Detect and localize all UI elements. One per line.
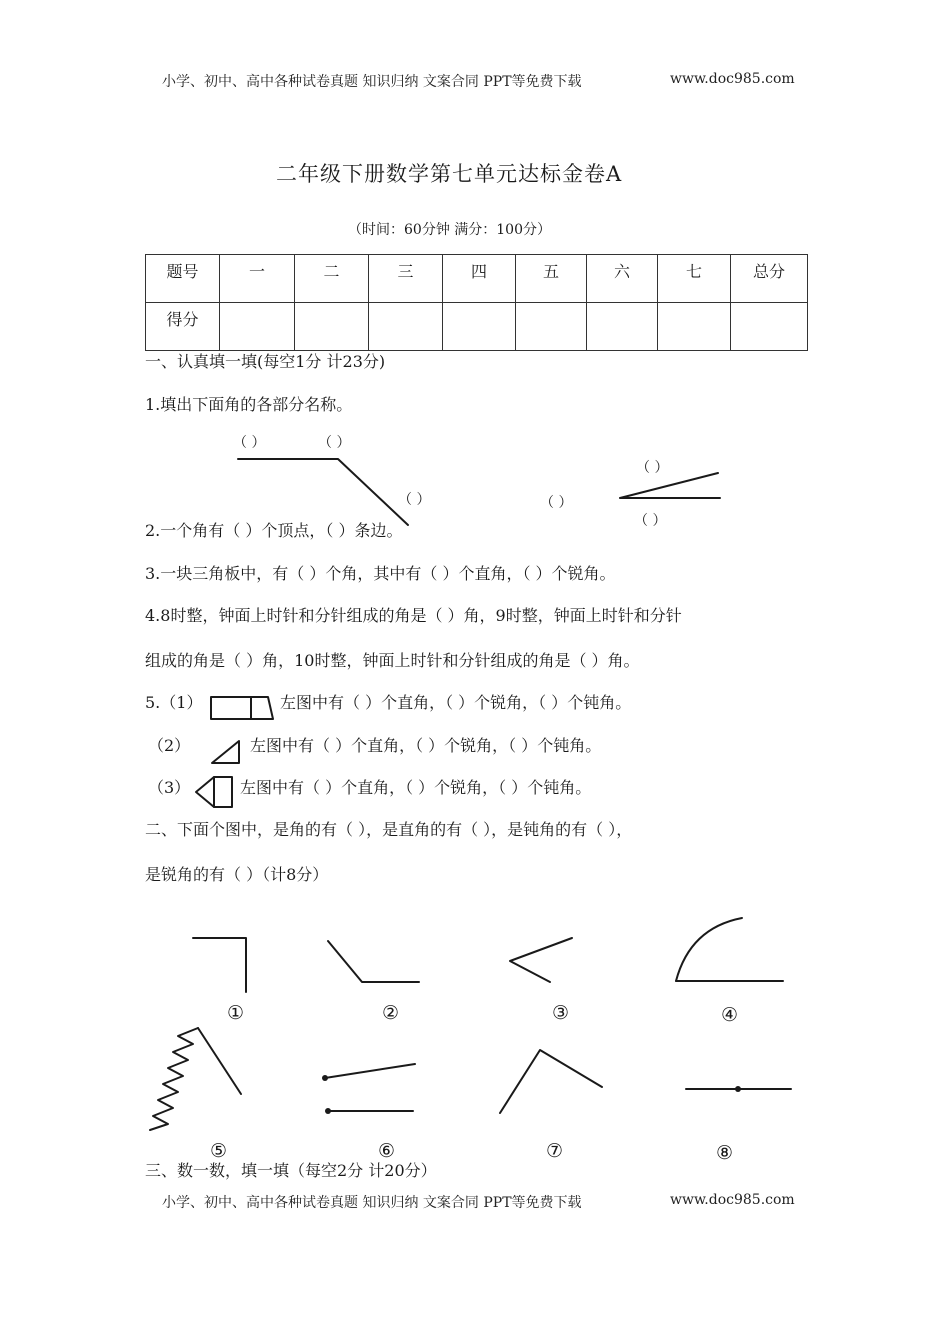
- figure-label-8: ⑧: [716, 1142, 734, 1164]
- score-row-label: 得分: [146, 303, 220, 351]
- figure-8-midpoint-dot: [735, 1086, 741, 1092]
- figure-6-dot-lower: [325, 1108, 331, 1114]
- score-header-cell: 三: [369, 255, 443, 303]
- question-5-2-label: （2）: [148, 736, 191, 755]
- q1-blank-left-vertex[interactable]: （ ）: [318, 435, 351, 451]
- q5-3-shape: [196, 777, 232, 807]
- figure-label-1: ①: [227, 1002, 245, 1024]
- section1-heading: 一、认真填一填(每空1分 计23分): [145, 352, 386, 371]
- score-header-cell: 题号: [146, 255, 220, 303]
- q1-angle-right: [620, 473, 720, 498]
- figure-2-obtuse-angle: [328, 941, 419, 982]
- q1-blank-left-line[interactable]: （ ）: [233, 435, 266, 451]
- figure-4-arc-angle: [676, 918, 783, 981]
- question-5-3-text: 左图中有（ ）个直角，（ ）个锐角，（ ）个钝角。: [240, 778, 592, 797]
- q5-2-shape: [212, 741, 239, 763]
- question-5-3-label: （3）: [148, 778, 191, 797]
- footer-site[interactable]: www.doc985.com: [670, 1192, 795, 1208]
- header-text: 小学、初中、高中各种试卷真题 知识归纳 文案合同 PPT等免费下载: [162, 74, 582, 90]
- figure-label-2: ②: [382, 1002, 400, 1024]
- q1-blank-left-lower[interactable]: （ ）: [398, 492, 431, 508]
- figure-label-7: ⑦: [546, 1140, 564, 1162]
- figure-7-angle: [500, 1050, 602, 1113]
- score-header-cell: 总分: [731, 255, 808, 303]
- figure-label-3: ③: [552, 1002, 570, 1024]
- section2-line1: 二、下面个图中，是角的有（ ），是直角的有（ ），是钝角的有（ ），: [145, 820, 633, 839]
- figure-label-5: ⑤: [210, 1140, 228, 1162]
- q5-1-shape: [211, 697, 273, 719]
- figure-5-zigzag: [150, 1028, 241, 1130]
- score-header-cell: 五: [516, 255, 587, 303]
- score-header-cell: 四: [443, 255, 516, 303]
- figure-1-right-angle: [193, 938, 246, 992]
- question-4-line1: 4.8时整，钟面上时针和分针组成的角是（ ）角，9时整，钟面上时针和分针: [145, 606, 682, 625]
- q1-blank-right-lower[interactable]: （ ）: [634, 513, 667, 529]
- header-site[interactable]: www.doc985.com: [670, 71, 795, 87]
- question-3: 3.一块三角板中，有（ ）个角，其中有（ ）个直角，（ ）个锐角。: [145, 564, 616, 583]
- page-title: 二年级下册数学第七单元达标金卷A: [276, 162, 623, 186]
- figure-6-separate-lines: [325, 1064, 415, 1111]
- section3-heading: 三、数一数，填一填（每空2分 计20分）: [145, 1161, 437, 1180]
- figure-6-dot-upper: [322, 1075, 328, 1081]
- question-5-1-label: 5.（1）: [145, 693, 203, 712]
- question-5-2-text: 左图中有（ ）个直角，（ ）个锐角，（ ）个钝角。: [250, 736, 602, 755]
- question-2: 2.一个角有（ ）个顶点，（ ）条边。: [145, 521, 403, 540]
- q1-angle-left: [238, 459, 408, 525]
- question-4-line2: 组成的角是（ ）角，10时整，钟面上时针和分针组成的角是（ ）角。: [145, 651, 640, 670]
- score-header-cell: 七: [658, 255, 731, 303]
- question-1: 1.填出下面角的各部分名称。: [145, 395, 353, 414]
- score-header-cell: 二: [295, 255, 369, 303]
- section2-line2: 是锐角的有（ ）（计8分）: [145, 865, 329, 884]
- q1-blank-right-vertex[interactable]: （ ）: [540, 495, 573, 511]
- q1-blank-right-upper[interactable]: （ ）: [636, 460, 669, 476]
- footer-text: 小学、初中、高中各种试卷真题 知识归纳 文案合同 PPT等免费下载: [162, 1195, 582, 1211]
- figure-3-acute-angle: [510, 938, 572, 982]
- score-header-cell: 六: [587, 255, 658, 303]
- score-header-cell: 一: [220, 255, 295, 303]
- figure-label-6: ⑥: [378, 1140, 396, 1162]
- figure-label-4: ④: [721, 1004, 739, 1026]
- page-subtitle: （时间：60分钟 满分：100分）: [348, 222, 551, 238]
- question-5-1-text: 左图中有（ ）个直角，（ ）个锐角，（ ）个钝角。: [280, 693, 632, 712]
